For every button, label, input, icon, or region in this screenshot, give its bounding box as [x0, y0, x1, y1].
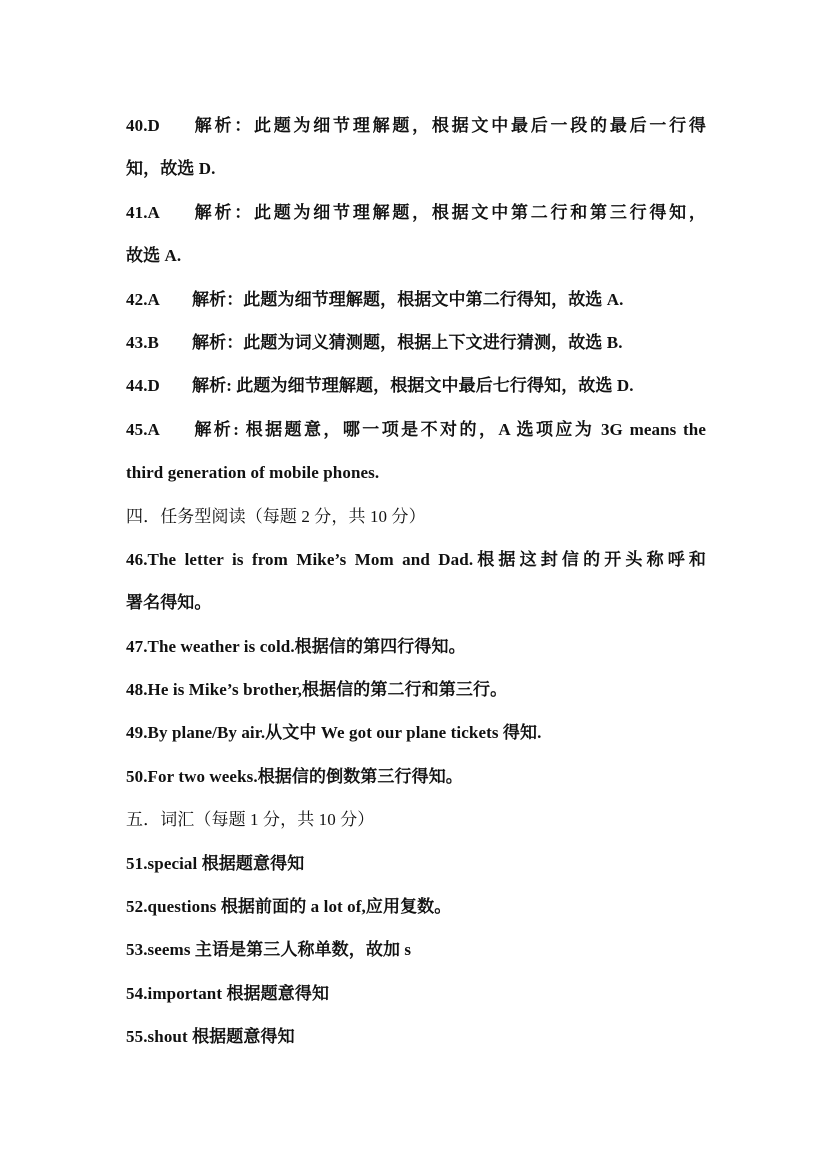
answer-48-line: 48.He is Mike’s brother,根据信的第二行和第三行。: [126, 680, 508, 700]
answer-53-line: 53.seems 主语是第三人称单数，故加 s: [126, 940, 412, 960]
answer-45-number: 45.A: [126, 419, 160, 439]
answer-50-line: 50.For two weeks.根据信的倒数第三行得知。: [126, 766, 463, 786]
answer-44-explanation: 解析: 此题为细节理解题，根据文中最后七行得知，故选 D.: [192, 376, 634, 396]
answer-44-line: [126, 364, 706, 407]
answer-43-line: [126, 321, 706, 364]
answer-45-line-1: [126, 408, 706, 451]
answer-49-line: 49.By plane/By air.从文中 We got our plane tickets 得知.: [126, 723, 542, 743]
answer-41-line-2: 故选 A.: [126, 246, 182, 266]
answer-43-number: 43.B: [126, 332, 159, 352]
answer-46-line-1: 46.The letter is from Mike’s Mom and Dad.根据这封信的开头称呼和: [126, 549, 706, 569]
answer-45-explanation: 解析: 根据题意，哪一项是不对的，A 选项应为 3G means the: [192, 419, 706, 439]
answer-42-line: [126, 278, 706, 321]
answer-41-explanation: 解析：此题为细节理解题，根据文中第二行和第三行得知，: [192, 202, 706, 222]
section-4-title: 四．任务型阅读（每题 2 分，共 10 分）: [126, 506, 426, 526]
answer-41-number: 41.A: [126, 202, 160, 222]
answer-52-line: 52.questions 根据前面的 a lot of,应用复数。: [126, 897, 452, 917]
answer-40-line-1: [126, 104, 706, 147]
answer-51-line: 51.special 根据题意得知: [126, 853, 305, 873]
answer-44-number: 44.D: [126, 376, 160, 396]
answer-41-line-1: [126, 191, 706, 234]
answer-45-line-2: third generation of mobile phones.: [126, 463, 380, 483]
section-5-title: 五．词汇（每题 1 分，共 10 分）: [126, 810, 375, 830]
answer-40-explanation: 解析：此题为细节理解题，根据文中最后一段的最后一行得: [192, 116, 706, 135]
answer-55-line: 55.shout 根据题意得知: [126, 1027, 295, 1047]
answer-43-explanation: 解析：此题为词义猜测题，根据上下文进行猜测，故选 B.: [192, 332, 623, 352]
answer-54-line: 54.important 根据题意得知: [126, 983, 330, 1003]
answer-40-line-2: 知，故选 D.: [126, 159, 216, 179]
answer-42-number: 42.A: [126, 289, 160, 309]
answer-42-explanation: 解析：此题为细节理解题，根据文中第二行得知，故选 A.: [192, 289, 624, 309]
answer-key-page: [126, 104, 706, 1059]
answer-46-line-2: 署名得知。: [126, 593, 212, 613]
answer-40-number: 40.D: [126, 116, 160, 135]
answer-47-line: 47.The weather is cold.根据信的第四行得知。: [126, 636, 466, 656]
